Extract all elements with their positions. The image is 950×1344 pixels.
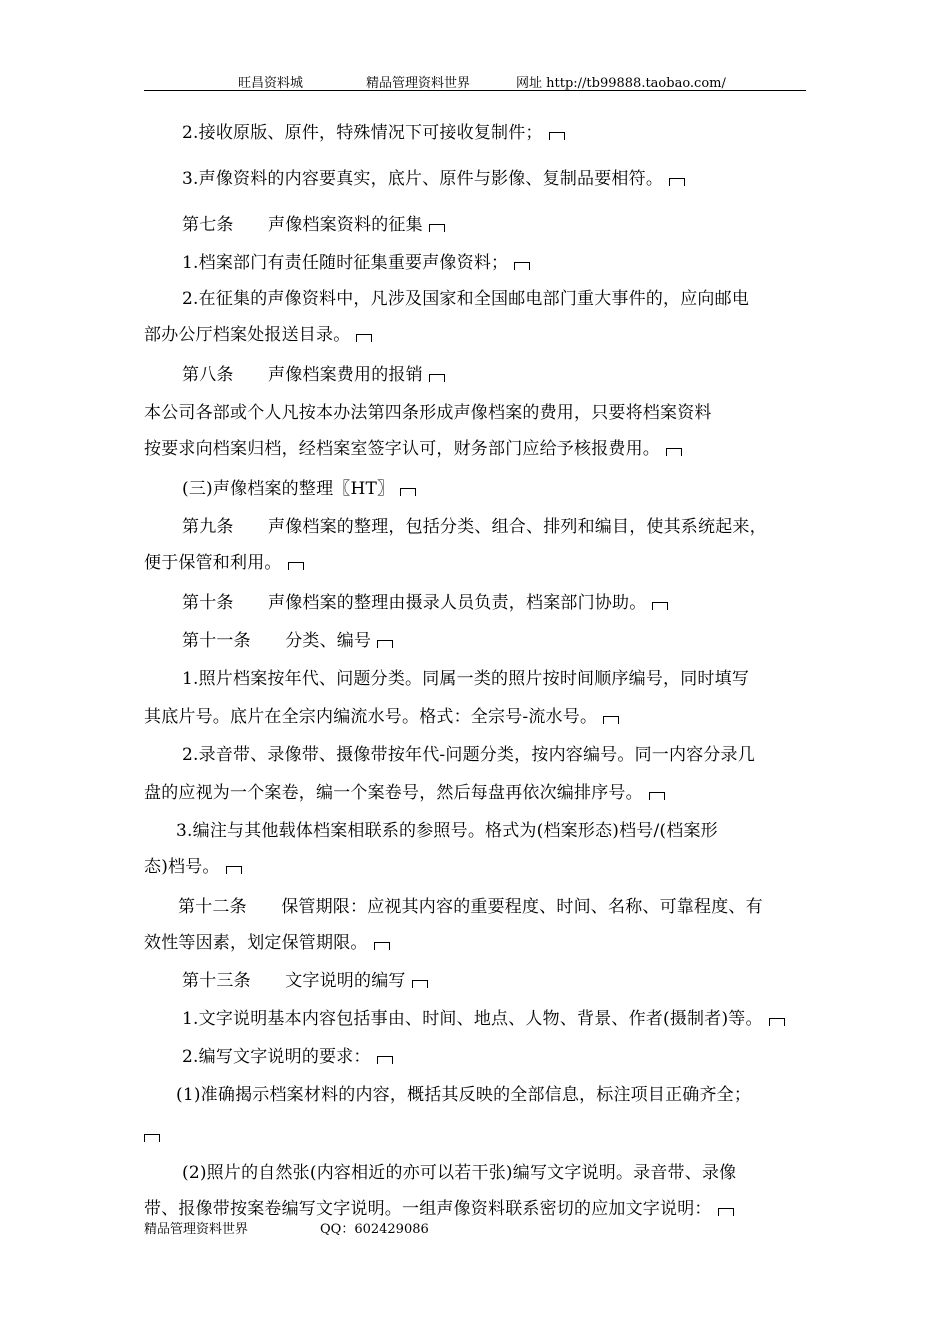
- paragraph-line: [182, 478, 416, 502]
- paragraph-line: [176, 820, 718, 844]
- paragraph-mark-icon: [514, 262, 530, 270]
- line-text: 态)档号。: [144, 857, 220, 877]
- line-text: 便于保管和利用。: [144, 553, 282, 573]
- paragraph-line: [182, 168, 685, 192]
- line-text: 2.编写文字说明的要求：: [182, 1047, 371, 1067]
- line-text: 2.在征集的声像资料中，凡涉及国家和全国邮电部门重大事件的，应向邮电: [182, 289, 750, 309]
- paragraph-mark-icon: [666, 448, 682, 456]
- paragraph-line: [182, 970, 428, 994]
- paragraph-line: [144, 856, 242, 880]
- paragraph-line: [182, 1046, 393, 1070]
- paragraph-line: [182, 516, 767, 540]
- line-text: 效性等因素，划定保管期限。: [144, 933, 368, 953]
- paragraph-mark-icon: [412, 980, 428, 988]
- line-text: 1.档案部门有责任随时征集重要声像资料；: [182, 253, 509, 273]
- paragraph-line: [144, 324, 372, 348]
- paragraph-mark-icon: [400, 488, 416, 496]
- line-text: 本公司各部或个人凡按本办法第四条形成声像档案的费用，只要将档案资料: [144, 403, 712, 423]
- line-text: 第十一条 分类、编号: [182, 631, 372, 651]
- paragraph-mark-icon: [377, 640, 393, 648]
- paragraph-line: [144, 552, 304, 576]
- page-header: [144, 70, 806, 91]
- line-text: 第九条 声像档案的整理，包括分类、组合、排列和编目，使其系统起来，: [182, 517, 767, 537]
- paragraph-line: [144, 782, 665, 806]
- paragraph-line: [182, 1162, 736, 1186]
- paragraph-mark-icon: [226, 866, 242, 874]
- line-text: 第十二条 保管期限：应视其内容的重要程度、时间、名称、可靠程度、有: [178, 897, 763, 917]
- paragraph-line: [182, 122, 565, 146]
- line-text: 第十条 声像档案的整理由摄录人员负责，档案部门协助。: [182, 593, 647, 613]
- paragraph-mark-icon: [429, 224, 445, 232]
- paragraph-line: [182, 630, 393, 654]
- paragraph-mark-icon: [377, 1056, 393, 1064]
- line-text: 2.接收原版、原件，特殊情况下可接收复制件；: [182, 123, 543, 143]
- paragraph-line: [144, 438, 682, 462]
- paragraph-line: [182, 364, 445, 388]
- paragraph-line: [176, 1084, 751, 1108]
- paragraph-line: [182, 592, 668, 616]
- paragraph-line: [144, 1124, 160, 1148]
- line-text: (2)照片的自然张(内容相近的亦可以若干张)编写文字说明。录音带、录像: [182, 1163, 737, 1183]
- line-text: 其底片号。底片在全宗内编流水号。格式：全宗号-流水号。: [144, 707, 598, 727]
- footer-brand: 精品管理资料世界: [144, 1222, 249, 1237]
- paragraph-line: [182, 1008, 785, 1032]
- line-text: 带、报像带按案卷编写文字说明。一组声像资料联系密切的应加文字说明：: [144, 1199, 712, 1219]
- line-text: 3.声像资料的内容要真实，底片、原件与影像、复制品要相符。: [182, 169, 664, 189]
- line-text: 2.录音带、录像带、摄像带按年代-问题分类，按内容编号。同一内容分录几: [182, 745, 755, 765]
- line-text: 部办公厅档案处报送目录。: [144, 325, 351, 345]
- line-text: (三)声像档案的整理〖HT〗: [182, 479, 395, 499]
- line-text: 按要求向档案归档，经档案室签字认可，财务部门应给予核报费用。: [144, 439, 660, 459]
- paragraph-mark-icon: [669, 178, 685, 186]
- paragraph-line: [182, 214, 445, 238]
- paragraph-line: [144, 402, 712, 426]
- paragraph-mark-icon: [356, 334, 372, 342]
- paragraph-mark-icon: [374, 942, 390, 950]
- paragraph-line: [182, 668, 749, 692]
- paragraph-line: [144, 932, 390, 956]
- line-text: 1.照片档案按年代、问题分类。同属一类的照片按时间顺序编号，同时填写: [182, 669, 750, 689]
- paragraph-line: [144, 706, 619, 730]
- paragraph-mark-icon: [718, 1208, 734, 1216]
- line-text: 第八条 声像档案费用的报销: [182, 365, 423, 385]
- paragraph-mark-icon: [769, 1018, 785, 1026]
- header-url: 网址 http://tb99888.taobao.com/: [516, 76, 726, 91]
- paragraph-mark-icon: [549, 132, 565, 140]
- paragraph-mark-icon: [649, 792, 665, 800]
- paragraph-mark-icon: [652, 602, 668, 610]
- line-text: 盘的应视为一个案卷，编一个案卷号，然后每盘再依次编排序号。: [144, 783, 643, 803]
- header-brand: 精品管理资料世界: [366, 76, 471, 91]
- paragraph-line: [182, 252, 530, 276]
- page-footer: [144, 1218, 804, 1238]
- line-text: 第十三条 文字说明的编写: [182, 971, 406, 991]
- line-text: 3.编注与其他载体档案相联系的参照号。格式为(档案形态)档号/(档案形: [176, 821, 718, 841]
- paragraph-line: [182, 288, 749, 312]
- paragraph-mark-icon: [603, 716, 619, 724]
- paragraph-line: [178, 896, 763, 920]
- paragraph-mark-icon: [288, 562, 304, 570]
- line-text: 1.文字说明基本内容包括事由、时间、地点、人物、背景、作者(摄制者)等。: [182, 1009, 763, 1029]
- line-text: (1)准确揭示档案材料的内容，概括其反映的全部信息，标注项目正确齐全；: [176, 1085, 752, 1105]
- paragraph-line: [182, 744, 755, 768]
- header-site-name: 旺昌资料城: [238, 76, 304, 91]
- footer-qq: QQ：602429086: [320, 1222, 429, 1237]
- paragraph-mark-icon: [144, 1134, 160, 1142]
- paragraph-mark-icon: [429, 374, 445, 382]
- line-text: 第七条 声像档案资料的征集: [182, 215, 423, 235]
